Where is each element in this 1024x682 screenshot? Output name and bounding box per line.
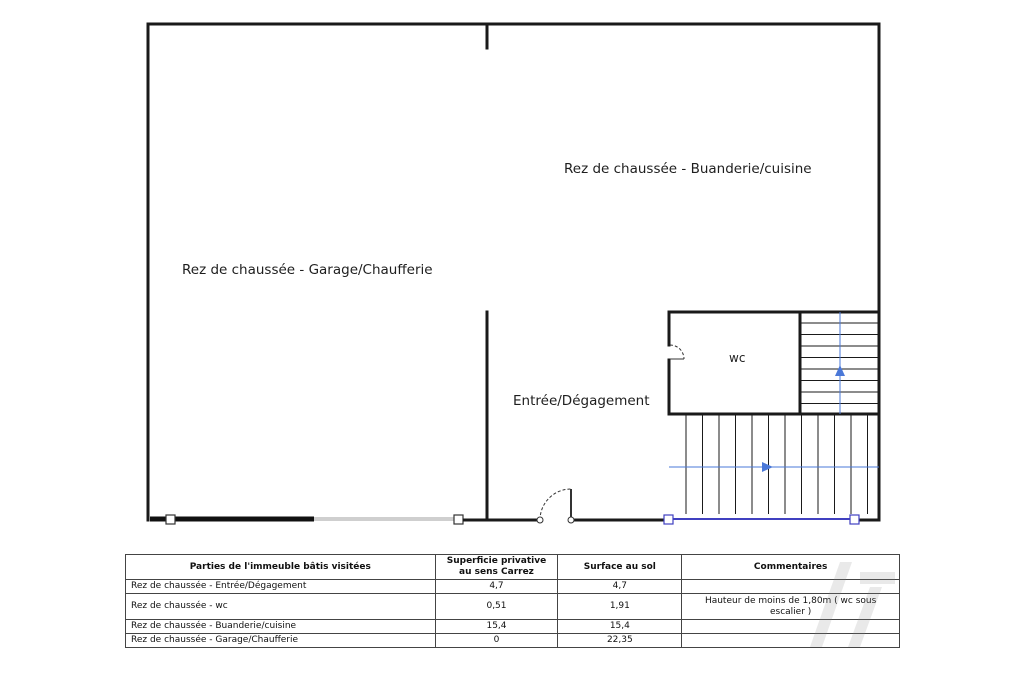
cell-carrez: 4,7 <box>435 580 558 594</box>
header-carrez: Superficie privative au sens Carrez <box>435 555 558 580</box>
table-row <box>126 594 900 620</box>
room-label-garage: Rez de chaussée - Garage/Chaufferie <box>182 262 433 278</box>
watermark-logo <box>800 552 900 650</box>
cell-part: Rez de chaussée - Entrée/Dégagement <box>126 580 436 594</box>
cell-sol: 4,7 <box>558 580 682 594</box>
header-part: Parties de l'immeuble bâtis visitées <box>126 555 436 580</box>
garage-door <box>150 515 487 524</box>
table-header-row <box>126 555 900 580</box>
cell-part: Rez de chaussée - wc <box>126 594 436 620</box>
cell-part: Rez de chaussée - Buanderie/cuisine <box>126 620 436 634</box>
wc-door <box>670 345 684 359</box>
cell-carrez: 0 <box>435 634 558 648</box>
cell-part: Rez de chaussée - Garage/Chaufferie <box>126 634 436 648</box>
bay-opening <box>664 515 879 524</box>
cell-comment: Hauteur de moins de 1,80m ( wc sous escalier ) <box>682 594 900 620</box>
room-label-entree: Entrée/Dégagement <box>513 393 650 409</box>
stair-lower <box>686 414 868 514</box>
table-row <box>126 634 900 648</box>
entrance-door <box>537 489 574 523</box>
cell-carrez: 0,51 <box>435 594 558 620</box>
cell-carrez: 15,4 <box>435 620 558 634</box>
areas-table <box>125 554 900 648</box>
table-row <box>126 620 900 634</box>
room-label-buanderie: Rez de chaussée - Buanderie/cuisine <box>564 161 812 177</box>
room-label-wc: wc <box>729 351 746 365</box>
cell-sol: 22,35 <box>558 634 682 648</box>
header-sol: Surface au sol <box>558 555 682 580</box>
cell-sol: 1,91 <box>558 594 682 620</box>
table-row <box>126 580 900 594</box>
cell-sol: 15,4 <box>558 620 682 634</box>
header-comment: Commentaires <box>682 555 900 580</box>
